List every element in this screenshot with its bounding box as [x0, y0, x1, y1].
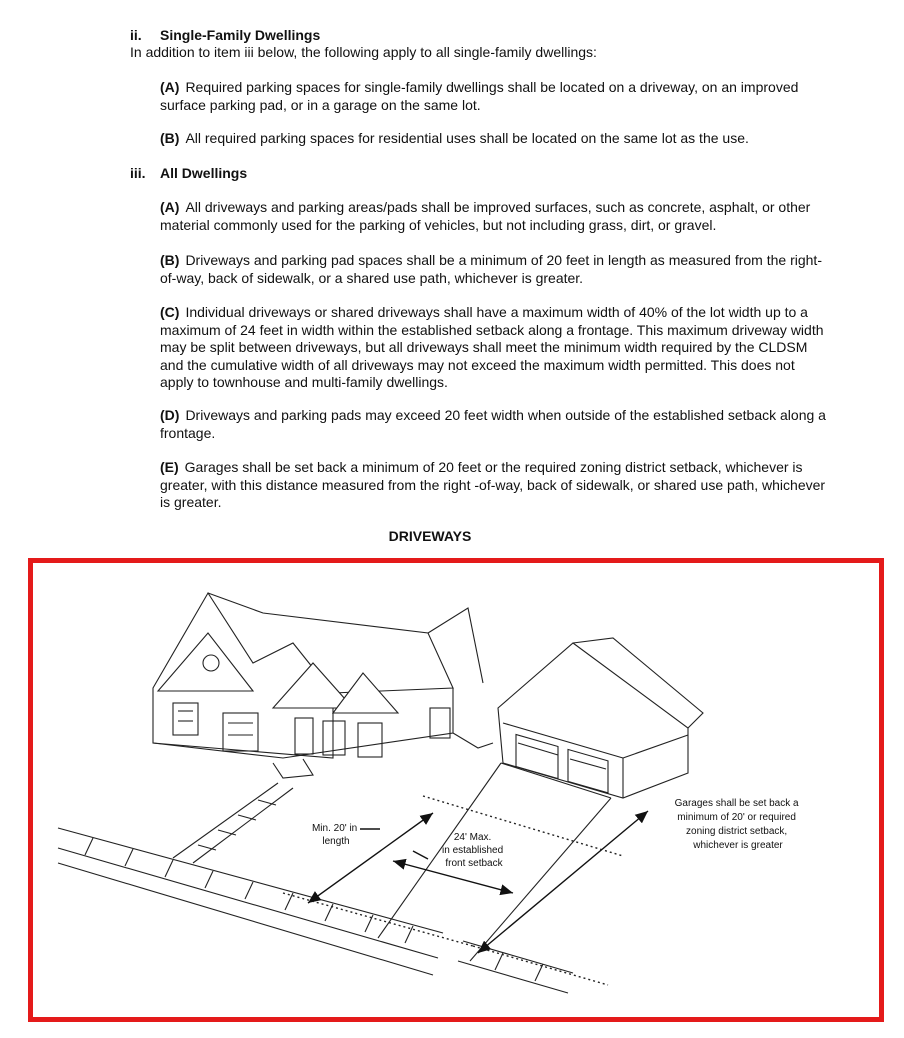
item-text: Individual driveways or shared driveways shall have a maximum width of 40% of the lot width up to a maximum of 24 feet in width within the established setback along a frontage. This maximum driveway width may be split between driveways, but all driveways shall meet the minimum width required by the CLDSM and the cumulative width of all driveways may not exceed the maximum width permitted. This does not apply to townhouse and multi-family dwellings. [160, 304, 824, 390]
section-iii-item-b [160, 252, 832, 287]
item-text: All driveways and parking areas/pads shall be improved surfaces, such as concrete, asphalt, or other material commonly used for the parking of vehicles, but not including grass, dirt, or gravel. [160, 199, 811, 233]
item-text: Driveways and parking pads may exceed 20 feet width when outside of the established setback along a frontage. [160, 407, 826, 441]
item-letter: (B) [160, 130, 180, 146]
section-iii-heading [130, 165, 247, 181]
section-ii-item-b [160, 130, 832, 148]
section-ii-heading [130, 27, 320, 43]
label-max-width: 24' Max. in established front setback [442, 832, 504, 869]
section-ii-item-a [160, 79, 832, 114]
figure-title: DRIVEWAYS [388, 528, 472, 544]
item-text: All required parking spaces for residential uses shall be located on the same lot as the use. [185, 130, 749, 146]
section-iii-item-c [160, 304, 832, 392]
item-text: Garages shall be set back a minimum of 20 feet or the required zoning district setback, whichever is greater, with this distance measured from the right -of-way, back of sidewalk, or shared use path, whichever is greater. [160, 459, 826, 510]
label-garage-setback: Garages shall be set back a minimum of 20' or required zoning district setback, whichever is greater [674, 798, 799, 851]
front-walkway [173, 783, 293, 863]
item-text: Driveways and parking pad spaces shall be a minimum of 20 feet in length as measured from the right-of-way, back of sidewalk, or a shared use path, whichever is greater. [160, 252, 822, 286]
item-letter: (C) [160, 304, 180, 320]
figure-frame [28, 558, 884, 1022]
section-iii-title: All Dwellings [160, 165, 248, 181]
driveway-illustration [33, 563, 879, 1017]
section-iii-item-a [160, 199, 832, 234]
section-ii-intro: In addition to item iii below, the following apply to all single-family dwellings: [130, 44, 597, 60]
section-iii-number: iii. [130, 165, 146, 181]
item-text: Required parking spaces for single-family dwellings shall be located on a driveway, on an improved surface parking pad, or in a garage on the same lot. [160, 79, 799, 113]
item-letter: (D) [160, 407, 180, 423]
garage-drawing [498, 638, 703, 798]
item-letter: (E) [160, 459, 179, 475]
section-ii-number: ii. [130, 27, 142, 43]
item-letter: (A) [160, 199, 180, 215]
label-min-length: Min. 20' in length [311, 823, 358, 847]
item-letter: (B) [160, 252, 180, 268]
section-iii-item-e [160, 459, 832, 512]
item-letter: (A) [160, 79, 180, 95]
section-iii-item-d [160, 407, 832, 442]
section-ii-title: Single-Family Dwellings [160, 27, 321, 43]
house-drawing [153, 593, 493, 778]
